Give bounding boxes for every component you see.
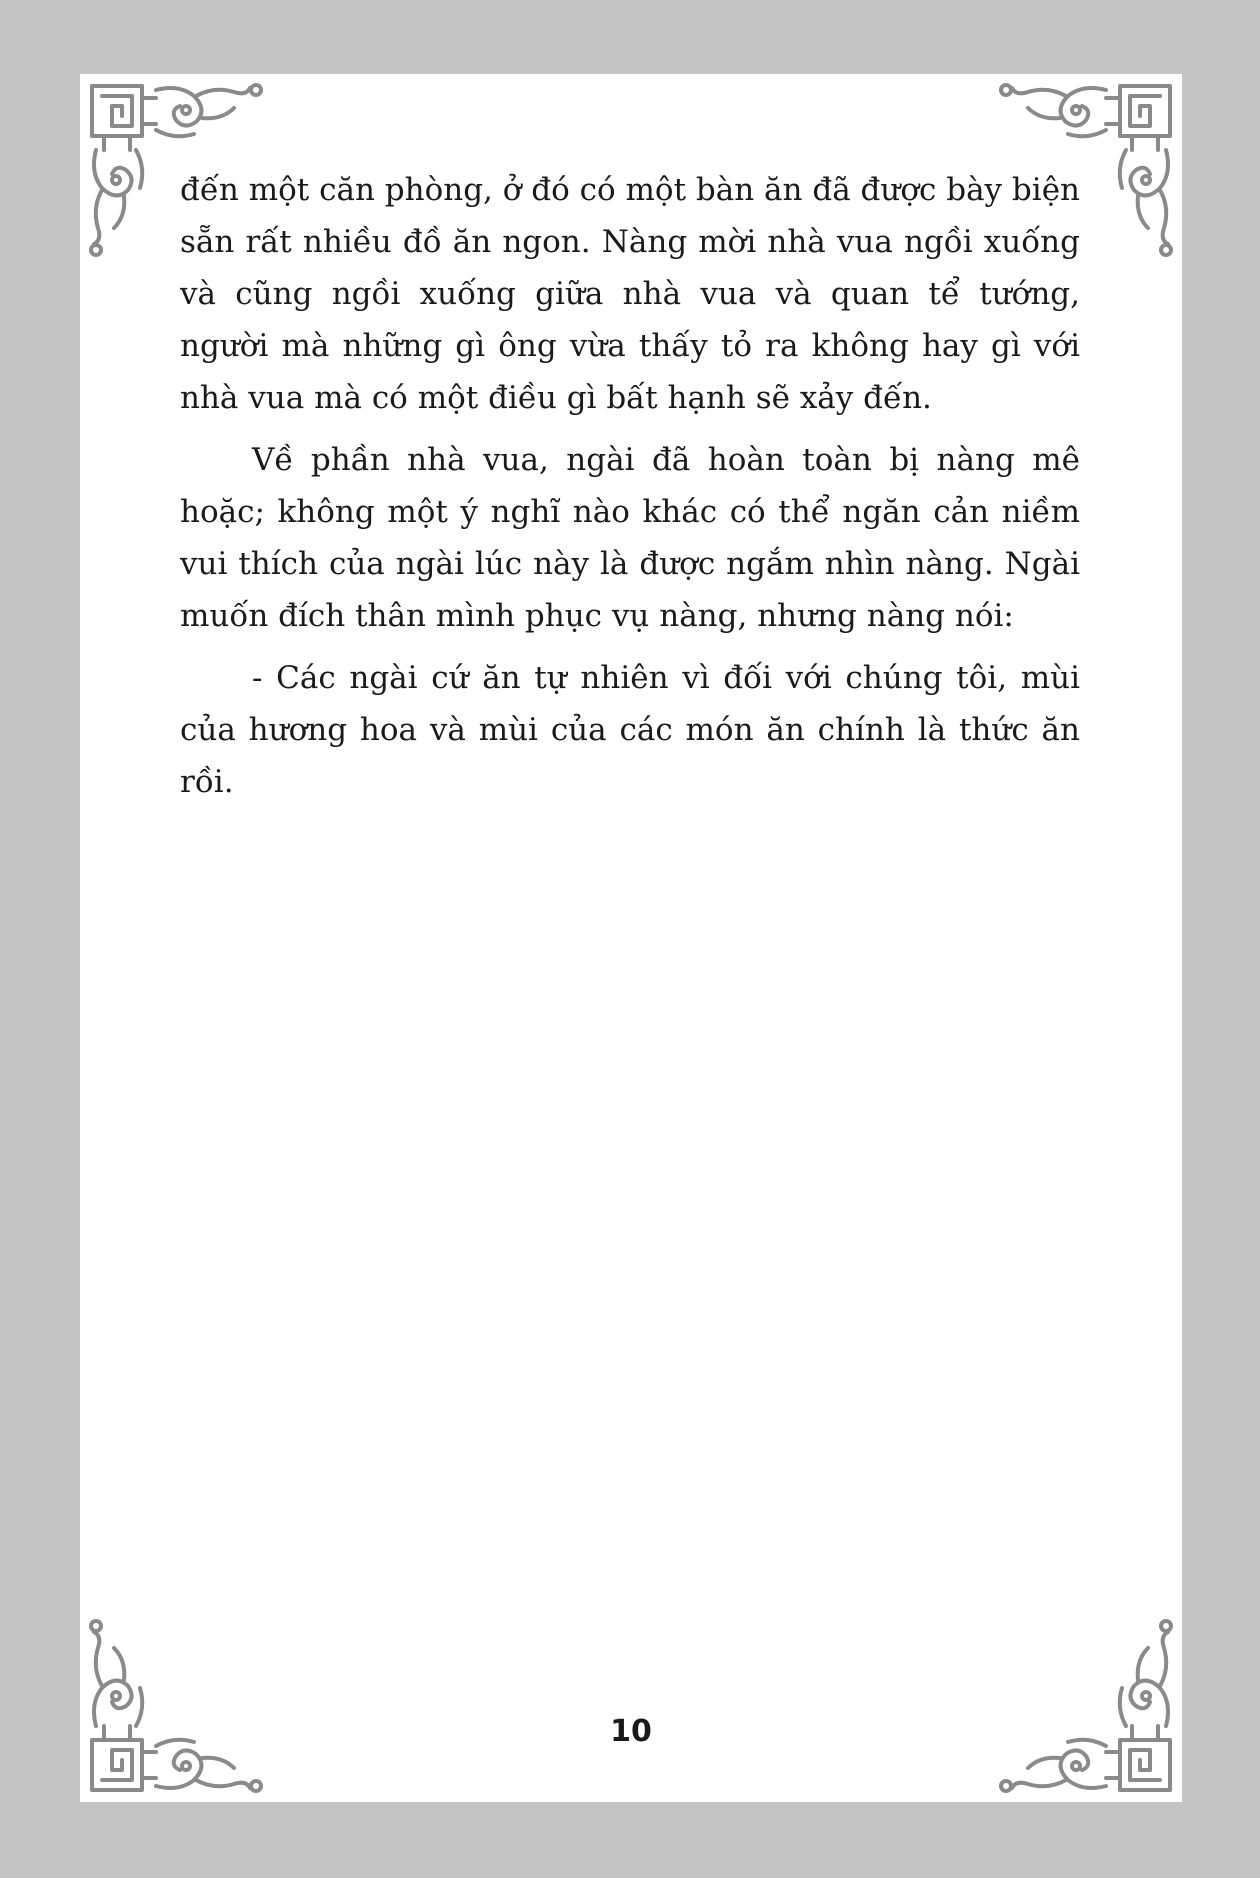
page-number: 10 (610, 1714, 652, 1749)
corner-ornament-icon (84, 1598, 284, 1798)
corner-ornament-icon (978, 1598, 1178, 1798)
paragraph-2: Về phần nhà vua, ngài đã hoàn toàn bị nàng mê hoặc; không một ý nghĩ nào khác có thể ngăn cản niềm vui thích của ngài lúc này là được ngắm nhìn nàng. Ngài muốn đích thân mình phục vụ nàng, nhưng nàng nói: (180, 442, 1080, 634)
paragraph-3: - Các ngài cứ ăn tự nhiên vì đối với chúng tôi, mùi của hương hoa và mùi của các món ăn chính là thức ăn rồi. (180, 660, 1080, 800)
paragraph-1: đến một căn phòng, ở đó có một bàn ăn đã được bày biện sẵn rất nhiều đồ ăn ngon. Nàng mời nhà vua ngồi xuống và cũng ngồi xuống giữa nhà vua và quan tể tướng, người mà những gì ông vừa thấy tỏ ra không hay gì với nhà vua mà có một điều gì bất hạnh sẽ xảy đến. (180, 172, 1080, 416)
body-text (180, 164, 1080, 818)
book-page (80, 74, 1182, 1802)
